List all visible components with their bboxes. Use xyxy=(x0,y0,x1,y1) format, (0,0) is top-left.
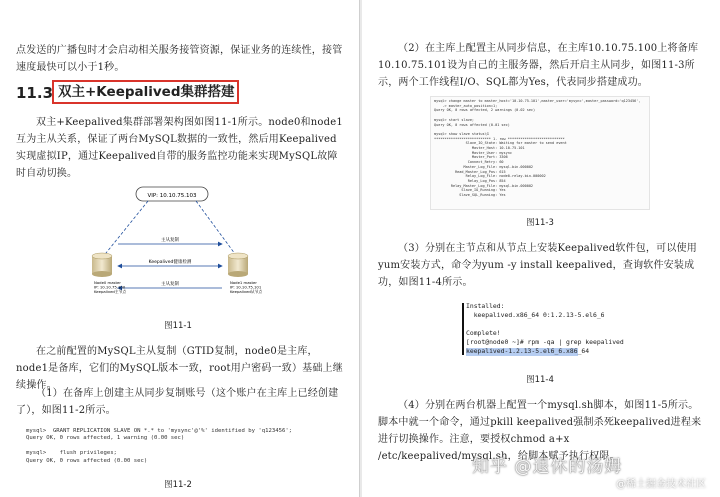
intro-paragraph: 双主+Keepalived集群部署架构图如图11-1所示。node0和node1互为主从关系，保证了两台MySQL数据的一致性，然后用Keepalived实现虚拟IP，通过Keepalived自带的服务监控功能来实现MySQL故障时自动切换。 xyxy=(16,117,343,179)
terminal-line: keepalived-1.2.13-5.el6_6.x86_64 xyxy=(466,347,590,355)
watermark-main: 知乎 @退休的汤姆 xyxy=(472,457,623,477)
terminal-screenshot-11-3 xyxy=(430,96,650,210)
architecture-diagram xyxy=(40,180,330,305)
section-title: 双主+Keepalived集群搭建 xyxy=(52,80,239,104)
replication-label-top: 主从复制 xyxy=(161,238,179,243)
section-number: 11.3 xyxy=(16,84,54,102)
code-block-11-2: mysql> GRANT REPLICATION SLAVE ON *.* to 'mysync'@'%' identified by 'q123456'; Query OK, 0 rows affected, 1 warning (0.00 sec) mysql> flush privileges; Query OK, 0 rows affected (0.00 sec) xyxy=(26,428,293,464)
figure-11-3-caption: 图11-3 xyxy=(526,218,554,228)
right-paragraph-1: （2）在主库上配置主从同步信息，在主库10.10.75.100上将备库10.10.75.101设为自己的主服务器，然后开启主从同步，如图11-3所示，两个工作线程I/O、SQL都为Yes，代表同步搭建成功。 xyxy=(378,43,699,88)
heartbeat-label: Keepalived健康检测 xyxy=(148,260,192,265)
vip-link-right xyxy=(196,201,238,258)
terminal-line: keepalived.x86_64 0:1.2.13-5.el6_6 xyxy=(466,311,605,319)
terminal-output-11-3: mysql> change master to master_host='10.10.75.101',master_user='mysync',master_password='q123456', -> master_auto_position=1; Query OK, 0 rows affected, 2 warnings (0.02 sec) mysql> start slave; Query OK, 0 rows affected (0.01 sec) mysql> show slave status\G *************************** 1. row *************************** Slave_IO_State: Waiting for master to send event Master_Host: 10.10.75.101 Master_User: mysync Master_Port: 3306 Connect_Retry: 60 Master_Log_File: mysql-bin.000002 Read_Master_Log_Pos: 615 Relay_Log_File: node0-relay-bin.000002 Relay_Log_Pos: 854 Relay_Master_Log_File: mysql-bin.000002 Slave_IO_Running: Yes Slave_SQL_Running: Yes xyxy=(434,99,641,198)
vip-link-left xyxy=(102,201,148,258)
watermark xyxy=(472,452,712,492)
figure-11-4-caption: 图11-4 xyxy=(526,375,554,385)
vip-label: VIP: 10.10.75.103 xyxy=(147,193,197,199)
replication-label-bottom: 主从复制 xyxy=(161,282,179,287)
node1-label: Node1 master IP: 10.10.75.101 Keepalived从节点 xyxy=(230,280,263,294)
terminal-screenshot-11-4 xyxy=(462,294,624,366)
paragraph-2: 在之前配置的MySQL主从复制（GTID复制，node0是主库，node1是备库，它们的MySQL版本一致，root用户密码一致）基础上继续操作。 xyxy=(16,346,343,391)
node0-database-icon xyxy=(92,253,112,277)
terminal-line: Complete! xyxy=(466,329,501,337)
top-paragraph: 点发送的广播包时才会启动相关服务接管资源，保证业务的连续性，接管速度最快可以小于1秒。 xyxy=(16,45,343,73)
section-heading xyxy=(16,80,316,106)
node1-database-icon xyxy=(228,253,248,277)
figure-11-1-caption: 图11-1 xyxy=(164,321,192,331)
right-page xyxy=(362,0,720,497)
node0-label: Node0 master IP: 10.10.75.100 Keepalived主节点 xyxy=(94,280,127,294)
watermark-sub: @稀土掘金技术社区 xyxy=(616,479,706,490)
paragraph-3: （1）在备库上创建主从同步复制账号（这个账户在主库上已经创建了），如图11-2所示。 xyxy=(16,388,339,416)
right-paragraph-2: （3）分别在主节点和从节点上安装Keepalived软件包，可以使用yum安装方式，命令为yum -y install keepalived，查询软件安装成功，如图11-4所示。 xyxy=(378,243,697,288)
right-paragraph-3: （4）分别在两台机器上配置一个mysql.sh脚本，如图11-5所示。脚本中就一个命令，通过pkill keepalived强制杀死keepalived进程来进行切换操作。注意，要授权chmod a+x /etc/keepalived/mysql.sh，给脚本赋予执行权限。 xyxy=(378,400,702,462)
terminal-line: Installed: xyxy=(466,302,505,310)
terminal-left-bar xyxy=(462,303,464,355)
figure-11-2-caption: 图11-2 xyxy=(164,480,192,490)
terminal-line: [root@node0 ~]# rpm -qa | grep keepalived xyxy=(466,338,624,346)
